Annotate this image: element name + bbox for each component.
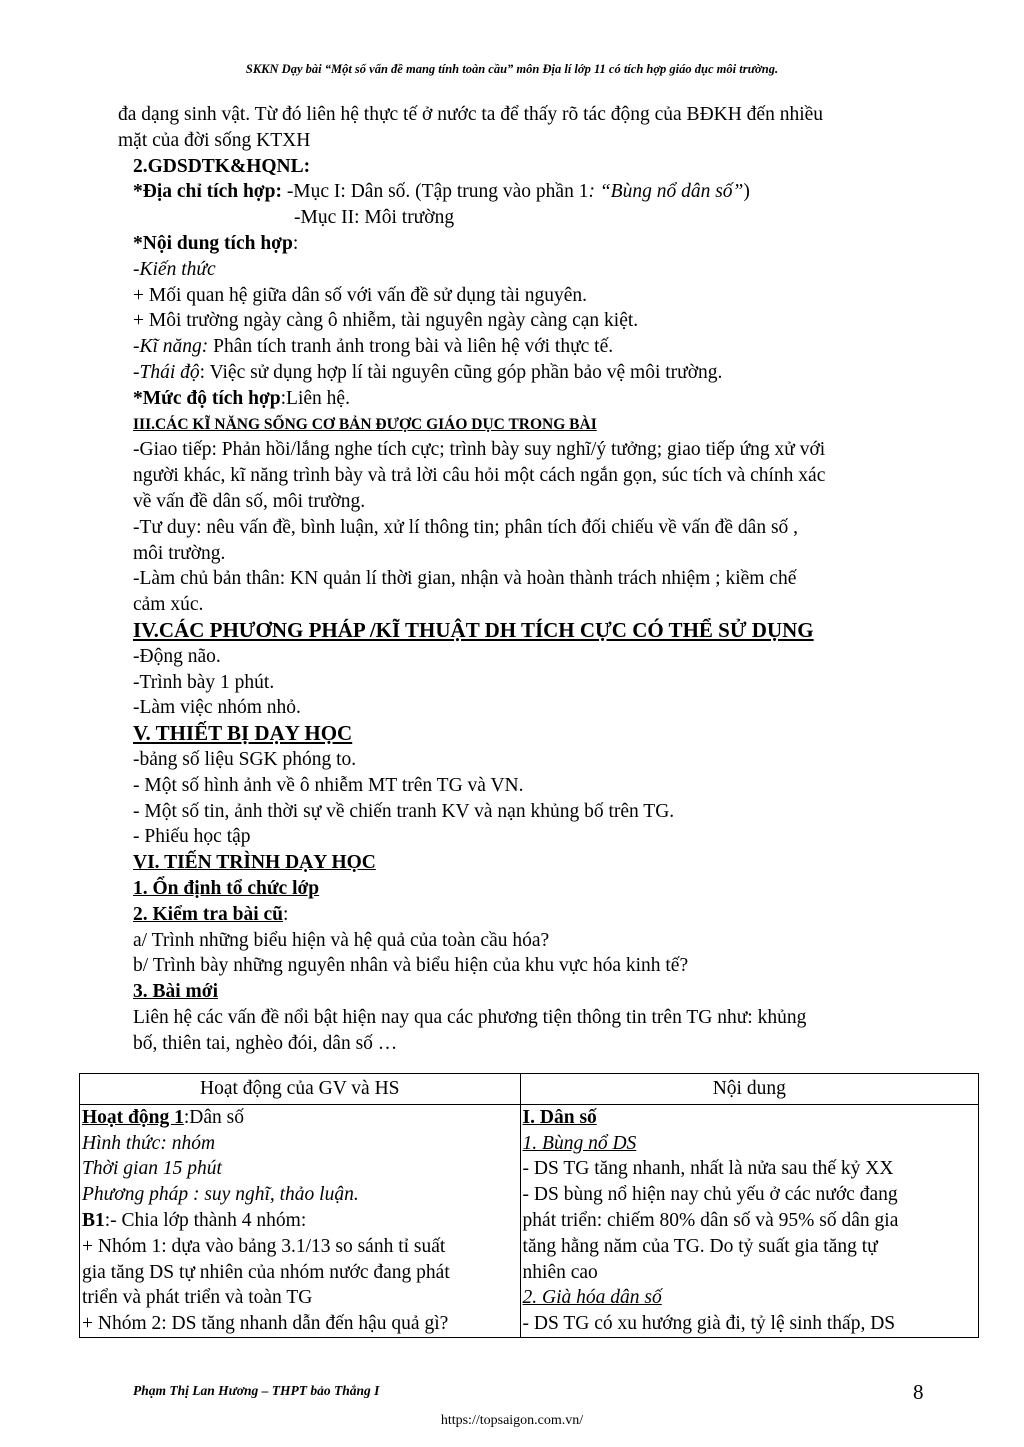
integration-address-line2: -Mục II: Môi trường <box>294 207 455 229</box>
table-cell-activity <box>80 1104 521 1337</box>
text-line: Phương pháp : suy nghĩ, thảo luận. <box>82 1184 359 1206</box>
page-header <box>0 62 1024 77</box>
text-line: a/ Trình những biểu hiện và hệ quả của toàn cầu hóa? <box>133 929 550 951</box>
label: *Mức độ tích hợp <box>133 387 281 409</box>
text-line: môi trường. <box>133 542 226 564</box>
text-line: -bảng số liệu SGK phóng to. <box>133 748 357 770</box>
lesson-activity-table <box>79 1073 979 1338</box>
content-section-title: I. Dân số <box>522 1106 597 1128</box>
text: -Mục I: Dân số. (Tập trung vào phần 1 <box>281 181 589 203</box>
text-line: -Làm chủ bản thân: KN quản lí thời gian, nhận và hoàn thành trách nhiệm ; kiềm chế <box>133 568 797 590</box>
skills-line <box>118 334 958 360</box>
table-header-left: Hoạt động của GV và HS <box>80 1074 521 1105</box>
text-line: - Một số tin, ảnh thời sự về chiến tranh KV và nạn khủng bố trên TG. <box>133 800 675 822</box>
attitude-line <box>118 360 958 386</box>
document-body <box>118 102 958 1056</box>
text: :- Chia lớp thành 4 nhóm: <box>104 1209 307 1231</box>
text-line: tăng hằng năm của TG. Do tỷ suất gia tăng tự <box>522 1235 878 1257</box>
text-line: gia tăng DS tự nhiên của nhóm nước đang phát <box>82 1261 450 1283</box>
text-line: về vấn đề dân số, môi trường. <box>133 490 366 512</box>
text-line: + Môi trường ngày càng ô nhiễm, tài nguyên ngày càng cạn kiệt. <box>133 310 639 332</box>
step-b1 <box>82 1208 518 1234</box>
text-line: Liên hệ các vấn đề nổi bật hiện nay qua các phương tiện thông tin trên TG như: khủng <box>133 1006 807 1028</box>
footer-url-link[interactable]: https://topsaigon.com.vn/ <box>440 1413 584 1428</box>
text-line: -Trình bày 1 phút. <box>133 671 275 693</box>
text: :Dân số <box>183 1106 244 1128</box>
text-line: + Nhóm 1: dựa vào bảng 3.1/13 so sánh tỉ suất <box>82 1235 446 1257</box>
table-header-row <box>80 1074 979 1105</box>
text-line: -Giao tiếp: Phản hồi/lắng nghe tích cực; trình bày suy nghĩ/ý tưởng; giao tiếp ứng xử với <box>133 439 826 461</box>
label: *Địa chỉ tích hợp: <box>133 181 282 203</box>
label: -Kĩ năng: <box>133 336 209 358</box>
text: :Liên hệ. <box>280 387 350 409</box>
activity-title <box>82 1105 518 1131</box>
table-header-right: Nội dung <box>520 1074 978 1105</box>
label: B1 <box>82 1209 105 1231</box>
section-heading-vi: VI. TIẾN TRÌNH DẠY HỌC <box>133 852 376 874</box>
text-line: cảm xúc. <box>133 594 204 616</box>
subsection-3: 3. Bài mới <box>133 981 219 1003</box>
table-row <box>80 1104 979 1337</box>
table-cell-content <box>520 1104 978 1337</box>
section-heading-iv: IV.CÁC PHƯƠNG PHÁP /KĨ THUẬT DH TÍCH CỰC CÓ THỂ SỬ DỤNG <box>133 617 814 642</box>
text-line: người khác, kĩ năng trình bày và trả lời câu hỏi một cách ngắn gọn, súc tích và chính xác <box>133 465 826 487</box>
text: : Việc sử dụng hợp lí tài nguyên cũng góp phần bảo vệ môi trường. <box>199 361 723 383</box>
label: Hoạt động 1 <box>82 1106 184 1128</box>
text-line: - Một số hình ảnh về ô nhiễm MT trên TG và VN. <box>133 774 524 796</box>
integration-level <box>118 386 958 412</box>
knowledge-label: -Kiến thức <box>133 258 216 280</box>
text-line: -Động não. <box>133 645 221 667</box>
text-line: Thời gian 15 phút <box>82 1158 222 1180</box>
text-line: -Làm việc nhóm nhỏ. <box>133 697 301 719</box>
text: ) <box>743 181 750 203</box>
text: : <box>283 903 289 925</box>
text-line: triển và phát triển và toàn TG <box>82 1287 313 1309</box>
content-subtitle: 2. Già hóa dân số <box>522 1287 662 1309</box>
text: Phân tích tranh ảnh trong bài và liên hệ với thực tế. <box>208 336 614 358</box>
subsection-2 <box>118 902 958 928</box>
text-line: đa dạng sinh vật. Từ đó liên hệ thực tế ở nước ta để thấy rõ tác động của BĐKH đến nhiều <box>118 104 824 125</box>
section-heading-v: V. THIẾT BỊ DẠY HỌC <box>133 721 353 746</box>
text-line: bố, thiên tai, nghèo đói, dân số … <box>133 1032 398 1054</box>
footer-author: Phạm Thị Lan Hương – THPT bảo Thắng I <box>133 1383 380 1398</box>
text-line: - DS TG có xu hướng già đi, tỷ lệ sinh thấp, DS <box>522 1313 896 1335</box>
section-heading-gdsdtk: 2.GDSDTK&HQNL: <box>133 155 311 177</box>
page-number: 8 <box>913 1380 924 1404</box>
label: -Thái độ <box>133 361 200 383</box>
section-heading-iii: III.CÁC KĨ NĂNG SỐNG CƠ BẢN ĐƯỢC GIÁO DỤC TRONG BÀI <box>133 415 597 433</box>
header-title: Dạy bài “Một số vấn đề mang tính toàn cầu” môn Địa lí lớp 11 có tích hợp giáo dục môi trường. <box>281 62 779 76</box>
label: *Nội dung tích hợp <box>133 232 293 254</box>
subsection-1: 1. Ổn định tổ chức lớp <box>133 877 320 899</box>
header-lead: SKKN <box>245 62 279 76</box>
text-line: b/ Trình bày những nguyên nhân và biểu hiện của khu vực hóa kinh tế? <box>133 955 689 977</box>
text-line: -Tư duy: nêu vấn đề, bình luận, xử lí thông tin; phân tích đối chiếu về vấn đề dân số , <box>133 516 799 538</box>
integration-address <box>118 179 958 205</box>
content-subtitle: 1. Bùng nổ DS <box>522 1132 637 1154</box>
text-line: - DS bùng nổ hiện nay chủ yếu ở các nước đang <box>522 1184 898 1206</box>
text-line: mặt của đời sống KTXH <box>118 129 311 151</box>
label: 2. Kiểm tra bài cũ <box>133 903 284 925</box>
text: : “Bùng nổ dân số” <box>588 181 744 203</box>
text-line: phát triển: chiếm 80% dân số và 95% số dân gia <box>522 1209 899 1231</box>
integration-content <box>118 231 958 257</box>
text-line: Hình thức: nhóm <box>82 1132 216 1154</box>
text-line: + Nhóm 2: DS tăng nhanh dẫn đến hậu quả gì? <box>82 1313 449 1335</box>
text-line: - Phiếu học tập <box>133 826 251 848</box>
text: : <box>292 232 299 254</box>
text-line: + Mối quan hệ giữa dân số với vấn đề sử dụng tài nguyên. <box>133 284 588 306</box>
text-line: nhiên cao <box>522 1261 598 1283</box>
text-line: - DS TG tăng nhanh, nhất là nửa sau thế kỷ XX <box>522 1158 894 1180</box>
